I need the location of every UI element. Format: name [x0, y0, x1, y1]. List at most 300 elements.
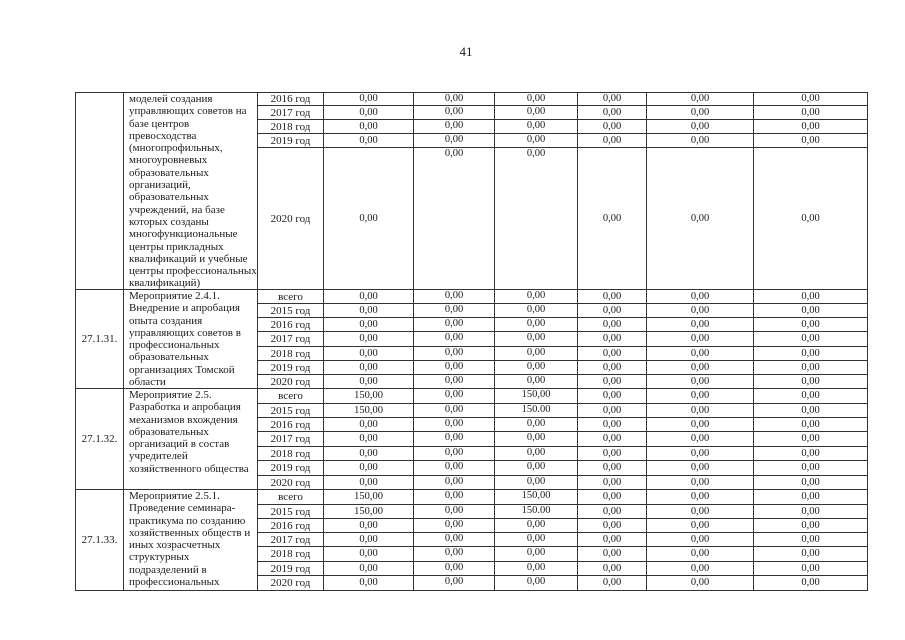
activity-description-cell [124, 490, 258, 591]
description-line: моделей создания [129, 93, 213, 105]
period-label: 2020 год [270, 375, 311, 388]
period-cell [258, 290, 324, 304]
value-cell [578, 304, 647, 318]
period-cell [258, 332, 324, 347]
value-cell [578, 404, 647, 418]
value-cell [754, 461, 868, 476]
description-line: Мероприятие 2.5.1. [129, 490, 220, 502]
value-cell [754, 318, 868, 332]
value-amount: 150,00 [354, 390, 383, 401]
description-line: учредителей [129, 450, 188, 463]
value-amount: 0,00 [602, 390, 622, 401]
value-cell [647, 576, 754, 591]
value-amount: 0,00 [602, 361, 622, 373]
value-cell [414, 576, 495, 591]
value-cell [578, 533, 647, 547]
value-cell [324, 290, 414, 304]
description-line: которых созданы [129, 215, 209, 228]
value-cell [647, 476, 754, 490]
value-amount: 0,00 [801, 390, 820, 401]
value-cell [324, 120, 414, 134]
value-amount: 0,00 [444, 389, 464, 400]
value-amount: 0,00 [444, 290, 464, 301]
value-amount: 0,00 [602, 476, 622, 488]
value-cell [647, 547, 754, 562]
value-cell [495, 562, 578, 576]
value-cell [495, 318, 578, 332]
value-amount: 0,00 [690, 476, 710, 488]
value-amount: 0,00 [690, 390, 710, 401]
value-amount: 0,00 [801, 212, 820, 224]
value-cell [578, 347, 647, 361]
value-cell [414, 547, 495, 562]
value-cell [495, 347, 578, 361]
description-line: превосходства [129, 129, 197, 142]
period-cell [258, 361, 324, 375]
value-cell [324, 476, 414, 490]
value-amount: 0,00 [801, 562, 820, 574]
value-cell [647, 93, 754, 106]
period-cell [258, 347, 324, 361]
value-cell [578, 134, 647, 148]
value-amount: 0,00 [690, 106, 710, 118]
budget-table [75, 92, 868, 591]
value-cell [495, 533, 578, 547]
value-amount: 0,00 [602, 418, 622, 430]
period-cell [258, 106, 324, 120]
value-amount: 0,00 [526, 148, 546, 159]
value-amount: 0,00 [801, 447, 820, 459]
value-cell [754, 93, 868, 106]
value-amount: 0,00 [690, 462, 710, 473]
period-cell [258, 576, 324, 591]
description-line: многофункциональные [129, 228, 238, 241]
value-amount: 0,00 [801, 404, 820, 416]
value-amount: 0,00 [526, 93, 546, 104]
value-amount: 0,00 [359, 476, 378, 488]
value-cell [414, 93, 495, 106]
period-label: 2017 год [270, 106, 311, 119]
value-amount: 0,00 [359, 212, 378, 224]
value-cell [647, 533, 754, 547]
period-cell [258, 318, 324, 332]
value-amount: 0,00 [359, 333, 378, 344]
value-cell [647, 404, 754, 418]
description-line: учреждений, на базе [129, 203, 225, 216]
value-amount: 0,00 [444, 432, 464, 443]
value-amount: 0,00 [526, 476, 546, 487]
period-label: 2020 год [270, 212, 311, 225]
value-cell [414, 318, 495, 332]
description-line: образовательных [129, 166, 209, 179]
value-amount: 0,00 [444, 120, 464, 131]
value-cell [647, 304, 754, 318]
value-cell [495, 461, 578, 476]
value-amount: 0,00 [359, 106, 378, 118]
value-cell [647, 120, 754, 134]
period-label: 2018 год [270, 120, 311, 133]
value-cell [647, 562, 754, 576]
value-cell [754, 148, 868, 290]
value-cell [578, 106, 647, 120]
value-cell [414, 533, 495, 547]
value-amount: 0,00 [526, 120, 546, 131]
value-amount: 0,00 [444, 519, 464, 530]
value-cell [414, 505, 495, 519]
value-amount: 0,00 [602, 318, 622, 330]
value-cell [414, 304, 495, 318]
value-cell [414, 106, 495, 120]
value-cell [578, 547, 647, 562]
value-amount: 0,00 [690, 361, 710, 373]
period-label: 2015 год [270, 404, 311, 417]
value-amount: 0,00 [690, 134, 710, 146]
description-line: образовательных [129, 351, 209, 364]
value-amount: 0,00 [690, 375, 710, 387]
value-cell [324, 318, 414, 332]
value-cell [414, 447, 495, 461]
value-cell [647, 332, 754, 347]
value-amount: 0,00 [690, 418, 710, 430]
value-cell [495, 148, 578, 290]
value-amount: 0,00 [444, 505, 464, 516]
value-cell [495, 93, 578, 106]
value-cell [578, 576, 647, 591]
value-amount: 0,00 [690, 433, 710, 444]
value-cell [754, 576, 868, 591]
value-amount: 0,00 [602, 120, 622, 132]
description-line: механизмов вхождения [129, 413, 238, 426]
value-cell [647, 447, 754, 461]
value-amount: 0,00 [690, 290, 710, 302]
value-amount: 0,00 [602, 347, 622, 359]
value-cell [578, 389, 647, 404]
description-line: хозяйственных обществ и [129, 526, 251, 539]
value-amount: 0,00 [690, 318, 710, 330]
period-cell [258, 505, 324, 519]
value-amount: 0,00 [526, 576, 546, 587]
value-cell [754, 389, 868, 404]
value-cell [495, 404, 578, 418]
value-cell [324, 562, 414, 576]
value-amount: 0,00 [444, 562, 464, 573]
value-cell [754, 476, 868, 490]
description-line: образовательных [129, 191, 209, 204]
value-cell [754, 375, 868, 389]
value-cell [578, 432, 647, 447]
value-amount: 0,00 [690, 212, 710, 224]
value-amount: 0,00 [526, 332, 546, 343]
value-cell [495, 476, 578, 490]
value-cell [754, 547, 868, 562]
value-cell [754, 505, 868, 519]
value-cell [578, 562, 647, 576]
description-line: образовательных [129, 425, 209, 438]
value-amount: 0,00 [444, 461, 464, 472]
value-amount: 0,00 [801, 347, 820, 359]
activity-description-cell [124, 389, 258, 490]
value-amount: 0,00 [359, 318, 378, 330]
value-cell [324, 418, 414, 432]
value-cell [578, 505, 647, 519]
period-label: 2017 год [270, 433, 311, 445]
period-label: 2019 год [270, 462, 311, 474]
period-cell [258, 447, 324, 461]
value-cell [754, 432, 868, 447]
value-cell [414, 562, 495, 576]
value-amount: 0,00 [526, 134, 546, 145]
value-cell [324, 347, 414, 361]
description-line: управляющих советов в [129, 326, 241, 339]
value-amount: 0,00 [602, 548, 622, 559]
value-cell [578, 318, 647, 332]
value-amount: 0,00 [602, 505, 622, 517]
value-amount: 150,00 [354, 404, 383, 416]
value-cell [414, 347, 495, 361]
value-amount: 0,00 [359, 519, 378, 531]
value-cell [495, 519, 578, 533]
value-amount: 150,00 [354, 491, 383, 502]
value-cell [324, 375, 414, 389]
period-cell [258, 418, 324, 432]
value-amount: 0,00 [801, 548, 820, 559]
value-amount: 150,00 [521, 389, 551, 400]
value-cell [324, 432, 414, 447]
value-amount: 0,00 [444, 347, 464, 358]
value-cell [647, 375, 754, 389]
value-cell [324, 404, 414, 418]
period-label: 2016 год [270, 418, 311, 431]
value-cell [578, 148, 647, 290]
value-amount: 0,00 [444, 576, 464, 587]
value-amount: 0,00 [526, 519, 546, 530]
description-line: центры прикладных [129, 240, 224, 253]
value-cell [495, 375, 578, 389]
value-cell [578, 418, 647, 432]
value-amount: 0,00 [359, 447, 378, 459]
value-amount: 0,00 [690, 577, 710, 588]
value-amount: 0,00 [690, 347, 710, 359]
value-cell [414, 375, 495, 389]
value-cell [495, 290, 578, 304]
value-cell [414, 404, 495, 418]
period-label: всего [278, 491, 303, 503]
value-cell [647, 148, 754, 290]
value-amount: 0,00 [801, 505, 820, 517]
period-label: 2018 год [270, 548, 311, 560]
value-cell [495, 490, 578, 505]
value-cell [647, 389, 754, 404]
value-cell [754, 290, 868, 304]
value-cell [495, 134, 578, 148]
value-amount: 0,00 [602, 447, 622, 459]
value-amount: 0,00 [526, 375, 546, 386]
activity-number-cell [76, 389, 124, 490]
value-cell [578, 375, 647, 389]
value-cell [754, 120, 868, 134]
value-amount: 0,00 [801, 318, 820, 330]
value-amount: 0,00 [801, 333, 820, 344]
value-cell [754, 332, 868, 347]
period-label: 2020 год [270, 577, 311, 589]
value-amount: 0,00 [602, 404, 622, 416]
period-cell [258, 490, 324, 505]
value-cell [414, 490, 495, 505]
period-label: 2020 год [270, 476, 311, 489]
period-cell [258, 547, 324, 562]
value-cell [324, 148, 414, 290]
value-amount: 0,00 [359, 120, 378, 132]
period-label: 2016 год [270, 519, 311, 532]
period-cell [258, 304, 324, 318]
period-cell [258, 461, 324, 476]
value-amount: 0,00 [444, 447, 464, 458]
description-line: Мероприятие 2.5. [129, 389, 212, 401]
value-amount: 0,00 [801, 290, 820, 302]
value-cell [647, 347, 754, 361]
value-amount: 0,00 [690, 548, 710, 559]
period-label: 2018 год [270, 447, 311, 460]
value-cell [324, 332, 414, 347]
value-cell [647, 432, 754, 447]
value-amount: 0,00 [801, 120, 820, 132]
period-cell [258, 375, 324, 389]
value-amount: 0,00 [444, 318, 464, 329]
description-line: управляющих советов на [129, 105, 247, 118]
period-label: 2016 год [270, 318, 311, 331]
value-cell [495, 120, 578, 134]
value-amount: 0,00 [602, 333, 622, 344]
value-amount: 0,00 [359, 361, 378, 373]
value-cell [324, 490, 414, 505]
value-amount: 0,00 [801, 577, 820, 588]
value-cell [754, 418, 868, 432]
period-cell [258, 476, 324, 490]
value-amount: 0,00 [526, 533, 546, 544]
value-amount: 0,00 [602, 533, 622, 545]
description-line: иных хозрасчетных [129, 539, 221, 552]
value-amount: 0,00 [359, 577, 378, 588]
value-amount: 0,00 [359, 375, 378, 387]
value-amount: 0,00 [801, 134, 820, 146]
value-amount: 0,00 [690, 505, 710, 517]
value-cell [647, 505, 754, 519]
period-label: 2019 год [270, 562, 311, 575]
value-amount: 0,00 [690, 93, 710, 104]
description-line: Внедрение и апробация [129, 302, 240, 315]
value-amount: 0,00 [602, 93, 622, 104]
period-cell [258, 519, 324, 533]
value-cell [324, 361, 414, 375]
value-amount: 0,00 [526, 432, 546, 443]
value-amount: 0,00 [526, 562, 546, 573]
value-cell [578, 93, 647, 106]
value-cell [647, 418, 754, 432]
description-line: практикума по созданию [129, 514, 246, 527]
value-cell [495, 418, 578, 432]
page-number: 41 [459, 44, 473, 59]
value-amount: 0,00 [690, 333, 710, 344]
value-cell [324, 93, 414, 106]
value-cell [324, 447, 414, 461]
value-amount: 0,00 [602, 433, 622, 444]
period-label: 2019 год [270, 361, 311, 374]
value-cell [495, 361, 578, 375]
description-line: Мероприятие 2.4.1. [129, 290, 220, 302]
value-amount: 0,00 [690, 491, 710, 502]
value-amount: 0,00 [444, 361, 464, 372]
value-amount: 0,00 [602, 304, 622, 316]
value-amount: 0,00 [690, 447, 710, 459]
value-cell [324, 461, 414, 476]
value-amount: 0,00 [444, 304, 464, 315]
value-cell [414, 418, 495, 432]
period-cell [258, 134, 324, 148]
value-amount: 0,00 [444, 547, 464, 558]
description-line: организаций, [129, 179, 191, 192]
value-cell [414, 134, 495, 148]
value-cell [754, 562, 868, 576]
value-cell [324, 304, 414, 318]
value-cell [414, 476, 495, 490]
value-cell [578, 461, 647, 476]
value-amount: 0,00 [444, 533, 464, 544]
value-amount: 0,00 [444, 490, 464, 501]
period-label: 2015 год [270, 505, 311, 518]
description-line: организаций в состав [129, 438, 230, 451]
activity-description-cell [124, 290, 258, 389]
value-cell [414, 290, 495, 304]
value-amount: 0,00 [801, 462, 820, 473]
value-cell [647, 361, 754, 375]
value-amount: 0,00 [359, 134, 378, 146]
period-cell [258, 533, 324, 547]
value-cell [647, 134, 754, 148]
description-line: (многопрофильных, [129, 142, 223, 155]
value-amount: 0,00 [444, 332, 464, 343]
value-cell [578, 290, 647, 304]
description-line: структурных [129, 551, 190, 564]
value-amount: 0,00 [801, 433, 820, 444]
value-amount: 0,00 [801, 491, 820, 502]
value-cell [324, 519, 414, 533]
period-label: всего [278, 390, 303, 402]
value-amount: 0,00 [690, 404, 710, 416]
value-cell [578, 361, 647, 375]
value-amount: 0,00 [602, 290, 622, 302]
period-cell [258, 93, 324, 106]
value-cell [647, 490, 754, 505]
value-amount: 0,00 [359, 548, 378, 559]
value-amount: 0,00 [602, 375, 622, 387]
value-cell [495, 389, 578, 404]
value-amount: 150.00 [521, 404, 551, 415]
value-cell [495, 447, 578, 461]
value-amount: 0,00 [526, 304, 546, 315]
value-amount: 0,00 [526, 461, 546, 472]
value-cell [754, 347, 868, 361]
activity-number: 27.1.32. [81, 433, 118, 445]
value-amount: 0,00 [602, 134, 622, 146]
value-cell [324, 389, 414, 404]
value-cell [754, 533, 868, 547]
value-cell [495, 576, 578, 591]
value-cell [754, 134, 868, 148]
value-cell [495, 432, 578, 447]
period-label: 2018 год [270, 347, 311, 360]
value-amount: 0,00 [526, 106, 546, 117]
value-amount: 0,00 [444, 93, 464, 104]
